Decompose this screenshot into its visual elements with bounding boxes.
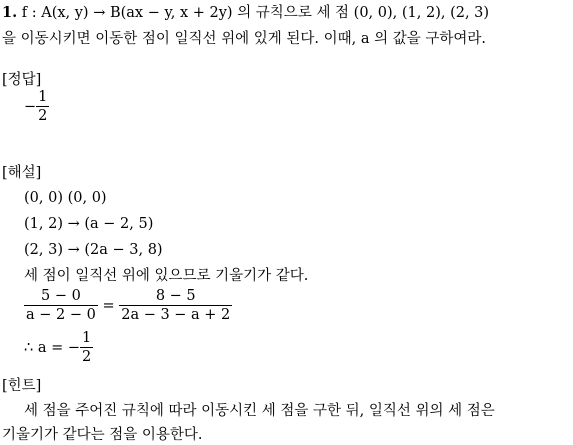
slope-1-numerator: 5 − 0 <box>41 288 81 304</box>
slope-fraction-1 <box>24 288 98 324</box>
hint-line-2: 기울기가 같다는 점을 이용한다. <box>2 427 203 443</box>
problem-line-2: 을 이동시키면 이동한 점이 일직선 위에 있게 된다. 이때, a 의 값을 구하여라. <box>2 31 486 47</box>
problem-number: 1. <box>2 4 18 21</box>
answer-fraction <box>36 89 49 125</box>
solution-slope-equation <box>24 288 232 324</box>
slope-2-denominator: 2a − 3 − a + 2 <box>121 307 231 323</box>
problem-map-expression: f : A(x, y) → B(ax − y, x + 2y) <box>21 5 233 21</box>
answer-denominator: 2 <box>38 108 48 124</box>
solution-result <box>24 330 93 366</box>
solution-line-3: (2, 3) → (2a − 3, 8) <box>24 242 163 258</box>
equals-sign: = <box>102 298 115 314</box>
answer-sign: − <box>24 99 37 115</box>
slope-2-numerator: 8 − 5 <box>155 288 196 304</box>
result-denominator: 2 <box>82 349 92 365</box>
answer-numerator: 1 <box>38 89 48 105</box>
hint-header: [힌트] <box>2 378 42 394</box>
solution-line-4: 세 점이 일직선 위에 있으므로 기울기가 같다. <box>24 268 309 284</box>
solution-line-1: (0, 0) (0, 0) <box>24 190 107 206</box>
slope-fraction-2 <box>119 288 232 324</box>
slope-1-denominator: a − 2 − 0 <box>26 307 96 323</box>
result-fraction <box>80 330 93 366</box>
answer-header: [정답] <box>2 72 42 88</box>
hint-line-1: 세 점을 주어진 규칙에 따라 이동시킨 세 점을 구한 뒤, 일직선 위의 세 점은 <box>24 403 495 419</box>
problem-line-1 <box>2 3 489 23</box>
therefore-expression: ∴ a = − <box>24 340 80 356</box>
result-numerator: 1 <box>82 330 92 346</box>
answer-value <box>24 89 49 125</box>
problem-line-1-rest: 의 규칙으로 세 점 (0, 0), (1, 2), (2, 3) <box>237 5 490 21</box>
solution-line-2: (1, 2) → (a − 2, 5) <box>24 216 154 232</box>
solution-header: [해설] <box>2 165 42 181</box>
